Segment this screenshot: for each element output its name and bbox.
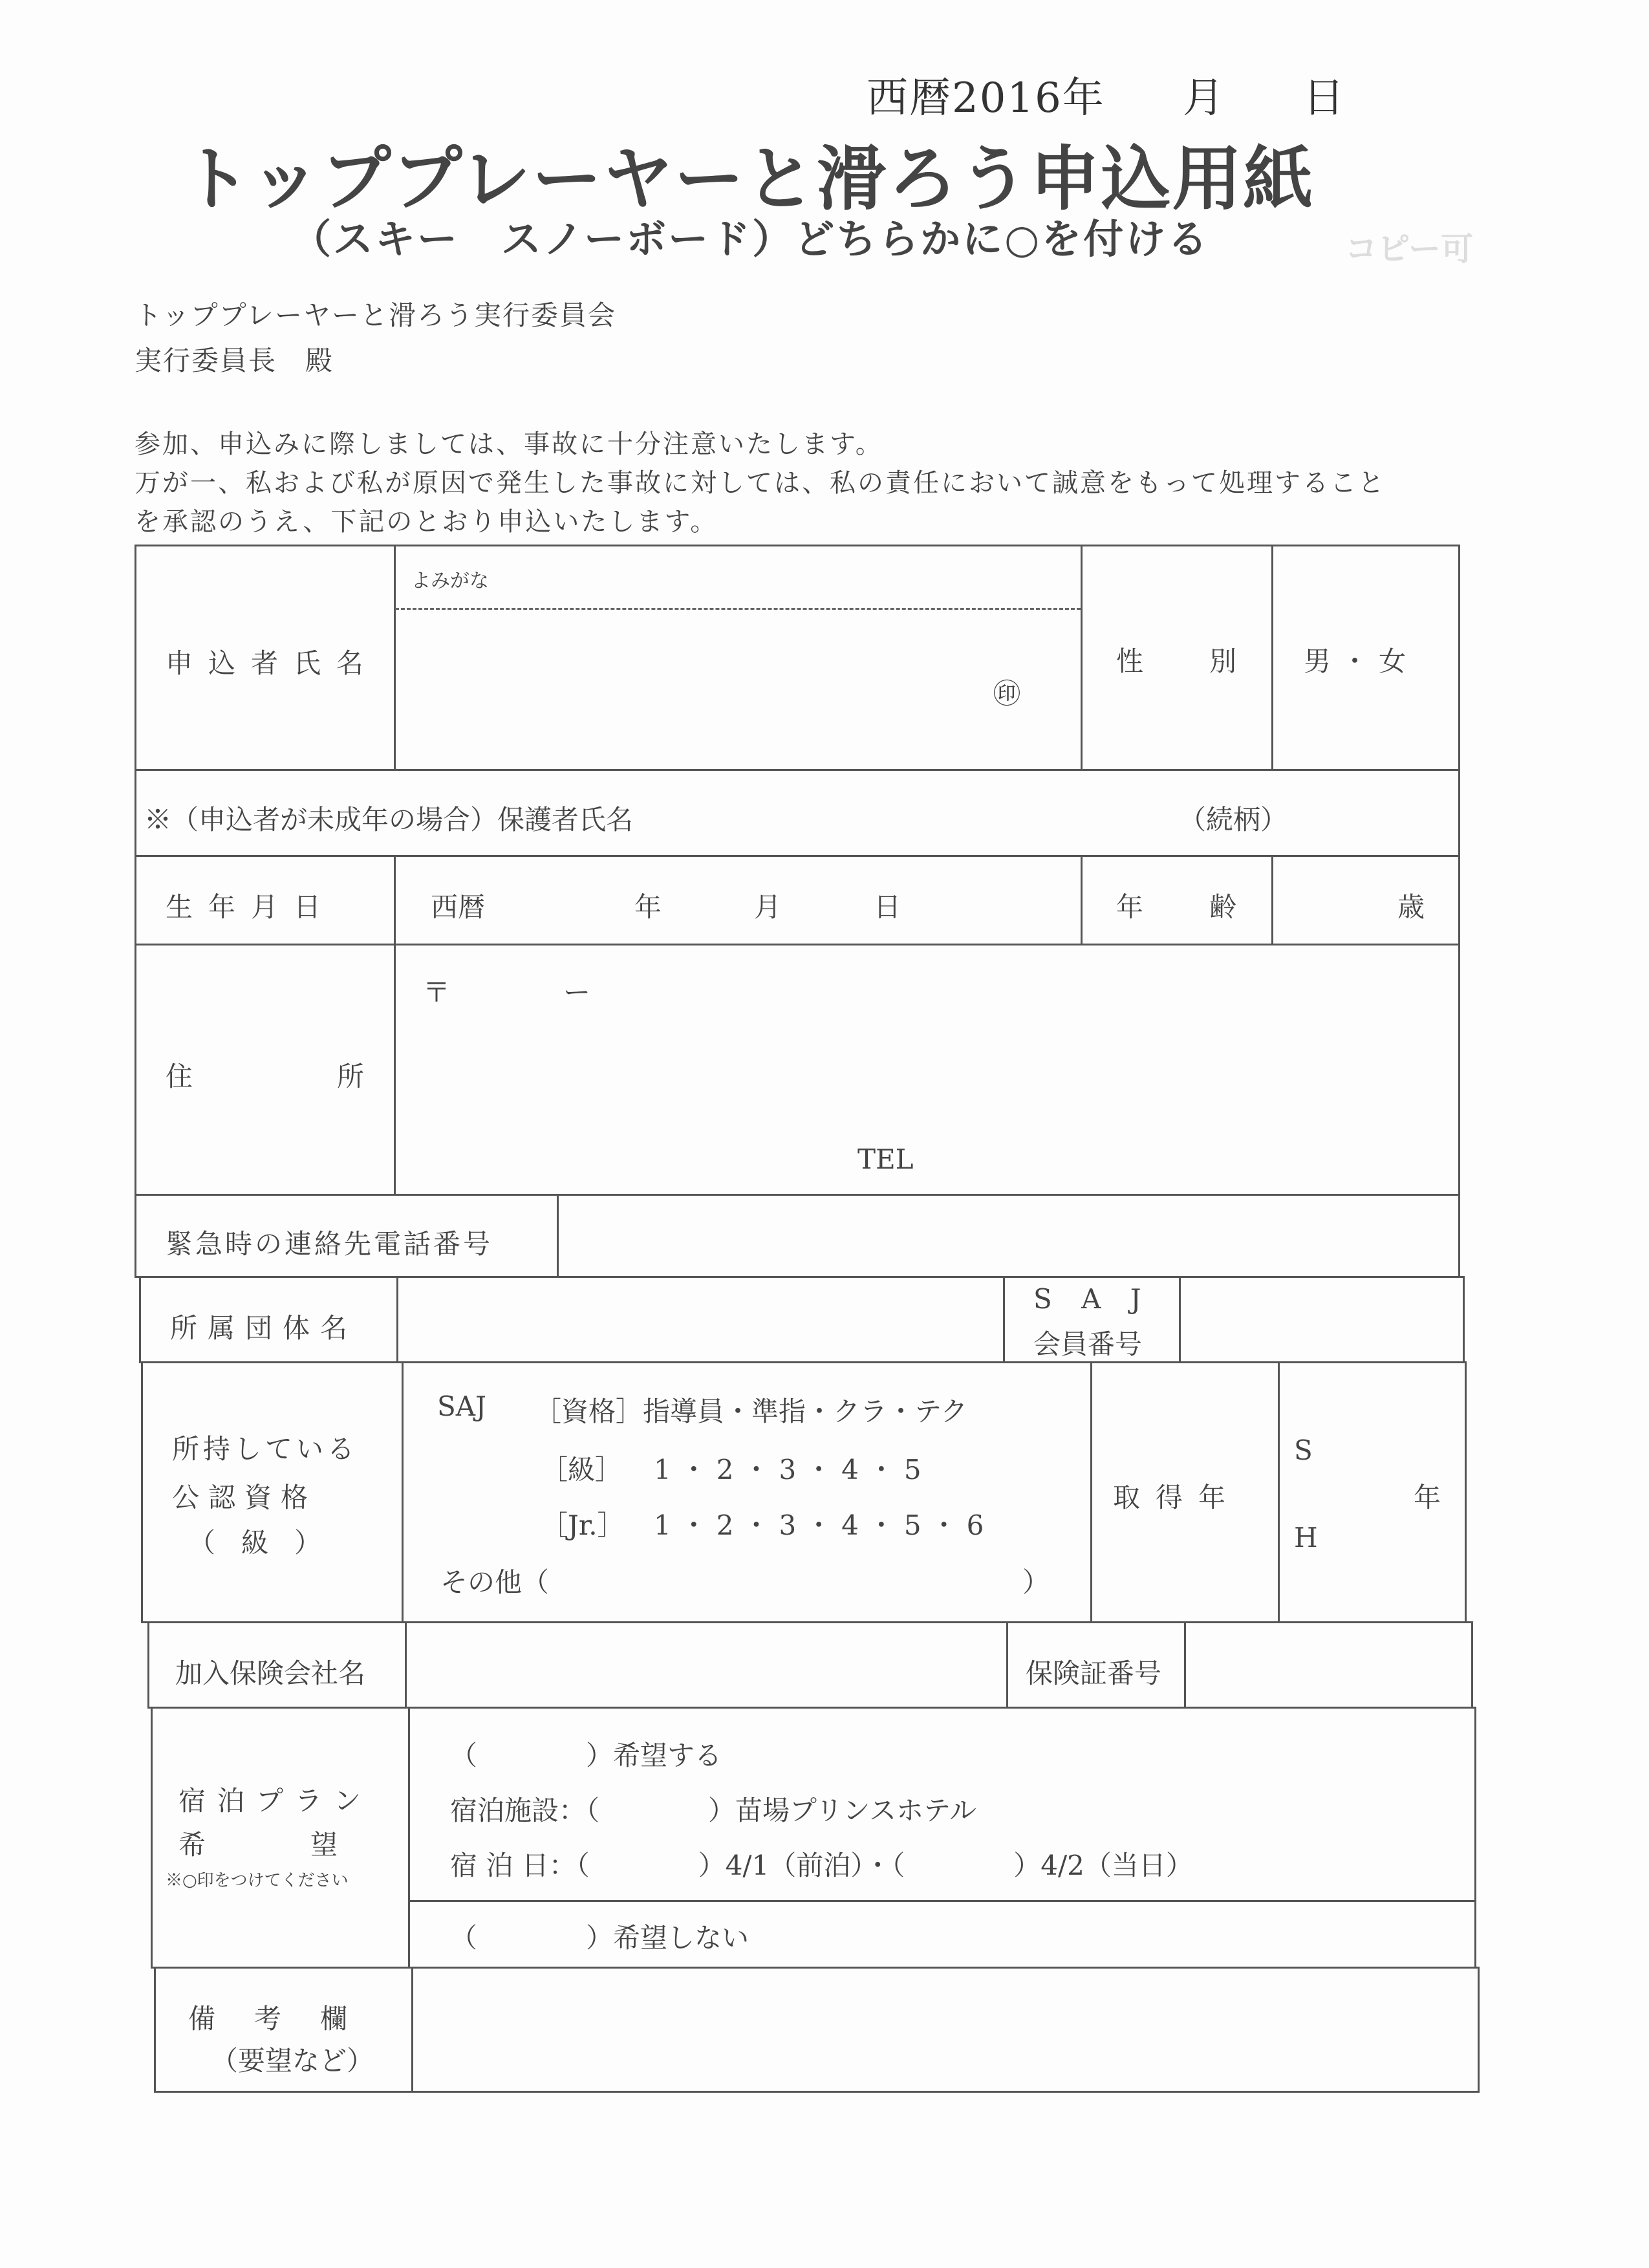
- stay-label-1: 宿泊プラン: [178, 1785, 373, 1817]
- insurance-no-field[interactable]: [1187, 1626, 1465, 1704]
- birth-year: 年: [634, 891, 662, 923]
- gender-options[interactable]: 男・女: [1304, 645, 1417, 677]
- chair-name: 実行委員長 殿: [135, 345, 334, 376]
- guardian-label: ※（申込者が未成年の場合）保護者氏名: [144, 804, 634, 836]
- org-field[interactable]: [400, 1281, 1001, 1359]
- age-unit: 歳: [1397, 891, 1425, 923]
- saj-label: S A J: [1033, 1283, 1152, 1315]
- postal-mark: 〒: [423, 977, 451, 1008]
- qual-kyu: ［級］: [541, 1454, 623, 1485]
- name-label: 申込者氏名: [166, 647, 380, 679]
- row-birthdate: [135, 855, 1460, 945]
- date-day: 日: [1302, 74, 1346, 122]
- qual-saj: SAJ: [437, 1390, 486, 1422]
- row-address: [135, 944, 1460, 1196]
- qual-kyu-options[interactable]: 1・2・3・4・5: [654, 1454, 931, 1485]
- row-stay-plan: [151, 1707, 1476, 1969]
- copy-stamp: コピー可: [1345, 230, 1473, 268]
- address-label-1: 住: [166, 1061, 193, 1092]
- intro-line-2: 万が一、私および私が原因で発生した事故に対しては、私の責任において誠意をもって処理すること: [135, 468, 1386, 498]
- postal-dash: ー: [563, 977, 591, 1008]
- committee-name: トッププレーヤーと滑ろう実行委員会: [135, 299, 617, 331]
- date-month: 月: [1182, 74, 1225, 122]
- insurance-label: 加入保険会社名: [175, 1658, 366, 1689]
- tel-label: TEL: [857, 1143, 914, 1175]
- emergency-label: 緊急時の連絡先電話番号: [166, 1228, 493, 1260]
- qual-other-close: ）: [1022, 1566, 1050, 1598]
- birth-era: 西暦: [431, 891, 486, 923]
- insurance-no-label: 保険証番号: [1026, 1658, 1162, 1689]
- row-emergency: [135, 1194, 1460, 1278]
- row-organization: [139, 1276, 1465, 1363]
- furigana-label: よみがな: [411, 570, 489, 592]
- remarks-label: 備考欄: [188, 2003, 387, 2035]
- date-line: [867, 65, 1346, 124]
- row-applicant-name: [135, 545, 1460, 771]
- date-year: 2016年: [952, 74, 1105, 122]
- row-guardian: [135, 769, 1460, 857]
- relation-label: （続柄）: [1179, 804, 1288, 836]
- name-field[interactable]: [395, 611, 1081, 766]
- form-subtitle: （スキー スノーボード）どちらかに○を付ける: [291, 215, 1210, 263]
- remarks-sub: （要望など）: [211, 2045, 374, 2077]
- era-s[interactable]: S: [1294, 1434, 1313, 1466]
- qual-label-1: 所持している: [172, 1433, 359, 1465]
- qual-label-2: 公認資格: [172, 1482, 318, 1513]
- seal-mark: ㊞: [993, 678, 1021, 709]
- birth-month: 月: [754, 891, 782, 923]
- qual-jr-options[interactable]: 1・2・3・4・5・6: [654, 1509, 993, 1541]
- form-title: トッププレーヤーと滑ろう申込用紙: [181, 139, 1315, 220]
- age-label: 年 齢: [1116, 891, 1256, 923]
- qual-other-field[interactable]: [570, 1555, 945, 1600]
- qual-other: その他（: [440, 1566, 550, 1598]
- remarks-field[interactable]: [415, 1972, 1475, 2088]
- acquired-year-unit: 年: [1414, 1482, 1441, 1513]
- emergency-field[interactable]: [560, 1199, 1452, 1273]
- intro-line-1: 参加、申込みに際しましては、事故に十分注意いたします。: [135, 429, 883, 459]
- qual-jr: ［Jr.］: [541, 1509, 625, 1541]
- stay-want[interactable]: （ ）希望する: [450, 1740, 722, 1771]
- row-insurance: [147, 1621, 1473, 1709]
- qual-label-3: （級）: [188, 1527, 348, 1559]
- birth-label: 生年月日: [166, 891, 337, 923]
- stay-note: ※○印をつけてください: [166, 1871, 349, 1890]
- era-h[interactable]: H: [1294, 1522, 1318, 1553]
- gender-label: 性 別: [1116, 645, 1256, 677]
- member-no-field[interactable]: [1182, 1281, 1460, 1359]
- org-label: 所属団体名: [170, 1312, 358, 1344]
- address-label-2: 所: [337, 1061, 365, 1092]
- intro-line-3: を承認のうえ、下記のとおり申込いたします。: [135, 507, 718, 537]
- acquired-label: 取得年: [1113, 1482, 1242, 1513]
- address-field[interactable]: [395, 949, 1456, 1188]
- stay-date[interactable]: 宿 泊 日：（ ）4/1（前泊）・（ ）4/2（当日）: [450, 1850, 1193, 1881]
- row-qualifications: [141, 1361, 1467, 1623]
- row-remarks: [154, 1967, 1480, 2093]
- stay-label-2: 希 望: [178, 1829, 377, 1861]
- birth-day: 日: [874, 891, 901, 923]
- stay-not[interactable]: （ ）希望しない: [450, 1922, 749, 1954]
- insurance-field[interactable]: [408, 1626, 1009, 1704]
- date-era: 西暦: [867, 74, 952, 122]
- stay-facility[interactable]: 宿泊施設：（ ）苗場プリンスホテル: [450, 1795, 976, 1826]
- qual-shikaku[interactable]: ［資格］指導員・準指・クラ・テク: [534, 1396, 968, 1427]
- member-no-label: 会員番号: [1033, 1328, 1143, 1360]
